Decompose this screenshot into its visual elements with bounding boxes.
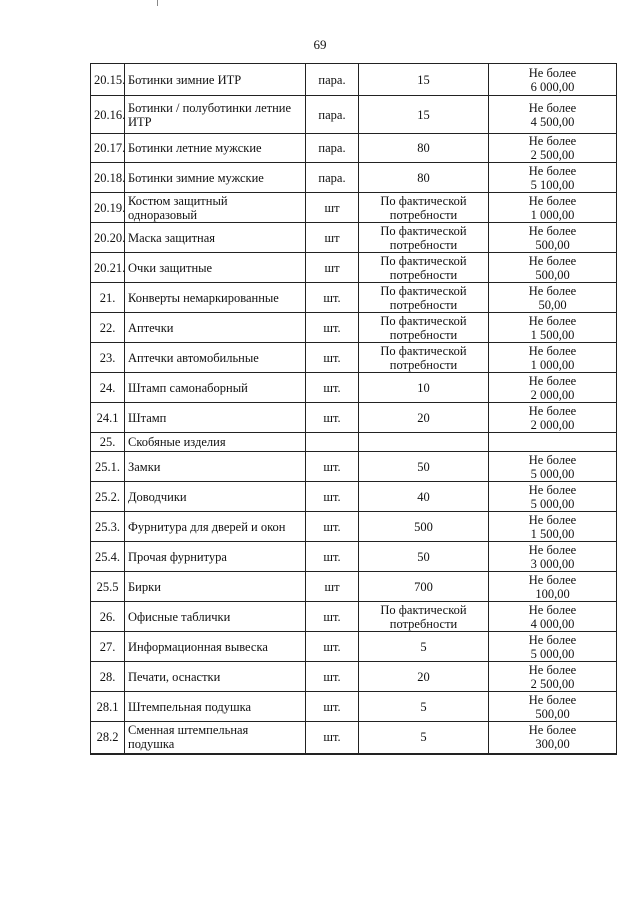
cell-price: Не более 6 000,00 <box>489 64 617 96</box>
cell-qty: 80 <box>359 163 489 193</box>
cell-unit: шт <box>306 223 359 253</box>
page-number: 69 <box>313 37 327 52</box>
cell-unit: шт. <box>306 283 359 313</box>
cell-qty: 10 <box>359 373 489 403</box>
cell-price: Не более 4 000,00 <box>489 602 617 632</box>
table-row <box>91 96 617 134</box>
cell-num: 25.4. <box>91 542 125 572</box>
table-row <box>91 452 617 482</box>
cell-price: Не более 1 000,00 <box>489 193 617 223</box>
cell-name: Офисные таблички <box>125 602 306 632</box>
cell-qty: По фактической потребности <box>359 193 489 223</box>
table-row <box>91 373 617 403</box>
cell-num: 27. <box>91 632 125 662</box>
table-row <box>91 632 617 662</box>
cell-num: 23. <box>91 343 125 373</box>
cell-qty: 80 <box>359 134 489 163</box>
cell-unit: шт. <box>306 343 359 373</box>
cell-qty: 700 <box>359 572 489 602</box>
table-row <box>91 253 617 283</box>
cell-name: Ботинки летние мужские <box>125 134 306 163</box>
table-row <box>91 134 617 163</box>
cell-price: Не более 5 000,00 <box>489 452 617 482</box>
cell-qty: По фактической потребности <box>359 343 489 373</box>
table-row <box>91 512 617 542</box>
cell-name: Информационная вывеска <box>125 632 306 662</box>
cell-qty: По фактической потребности <box>359 253 489 283</box>
cell-num: 20.17. <box>91 134 125 163</box>
cell-price: Не более 5 000,00 <box>489 482 617 512</box>
cell-price: Не более 1 000,00 <box>489 343 617 373</box>
cell-price: Не более 5 100,00 <box>489 163 617 193</box>
cell-name: Конверты немаркированные <box>125 283 306 313</box>
cell-price: Не более 2 000,00 <box>489 373 617 403</box>
cell-num: 25.3. <box>91 512 125 542</box>
cell-unit: шт <box>306 253 359 283</box>
cell-name: Прочая фурнитура <box>125 542 306 572</box>
cell-num: 20.20. <box>91 223 125 253</box>
cell-unit: шт. <box>306 403 359 433</box>
cell-qty: 5 <box>359 722 489 754</box>
cell-name: Штамп <box>125 403 306 433</box>
items-table <box>90 63 617 755</box>
cell-price <box>489 433 617 452</box>
table-row <box>91 403 617 433</box>
table-row <box>91 433 617 452</box>
table-row <box>91 64 617 96</box>
table-row <box>91 343 617 373</box>
table-row <box>91 602 617 632</box>
cell-price: Не более 1 500,00 <box>489 313 617 343</box>
table-row <box>91 542 617 572</box>
cell-qty: 5 <box>359 692 489 722</box>
cell-name: Очки защитные <box>125 253 306 283</box>
cell-name: Ботинки зимние ИТР <box>125 64 306 96</box>
cell-unit: шт. <box>306 662 359 692</box>
cell-num: 25. <box>91 433 125 452</box>
cell-price: Не более 50,00 <box>489 283 617 313</box>
cell-num: 24. <box>91 373 125 403</box>
cell-num: 26. <box>91 602 125 632</box>
table-row <box>91 193 617 223</box>
cell-name: Костюм защитный одноразовый <box>125 193 306 223</box>
cell-num: 24.1 <box>91 403 125 433</box>
cell-name: Бирки <box>125 572 306 602</box>
cell-qty: 15 <box>359 96 489 134</box>
cell-price: Не более 500,00 <box>489 223 617 253</box>
cell-unit: шт. <box>306 602 359 632</box>
cell-price: Не более 500,00 <box>489 253 617 283</box>
cell-unit: пара. <box>306 163 359 193</box>
cell-unit: пара. <box>306 134 359 163</box>
cell-qty: По фактической потребности <box>359 223 489 253</box>
cell-name: Фурнитура для дверей и окон <box>125 512 306 542</box>
cell-name: Маска защитная <box>125 223 306 253</box>
cell-name: Ботинки / полуботинки летние ИТР <box>125 96 306 134</box>
cell-qty: 40 <box>359 482 489 512</box>
cell-name: Скобяные изделия <box>125 433 306 452</box>
table-row <box>91 662 617 692</box>
table-row <box>91 223 617 253</box>
cell-qty: 5 <box>359 632 489 662</box>
cell-name: Замки <box>125 452 306 482</box>
cell-name: Доводчики <box>125 482 306 512</box>
cell-num: 25.5 <box>91 572 125 602</box>
cell-unit: шт. <box>306 373 359 403</box>
cell-name: Штемпельная подушка <box>125 692 306 722</box>
cell-price: Не более 4 500,00 <box>489 96 617 134</box>
cell-qty: 50 <box>359 452 489 482</box>
cell-price: Не более 3 000,00 <box>489 542 617 572</box>
cell-qty: По фактической потребности <box>359 283 489 313</box>
cell-num: 28. <box>91 662 125 692</box>
cell-unit: шт. <box>306 512 359 542</box>
cell-qty <box>359 433 489 452</box>
cell-price: Не более 500,00 <box>489 692 617 722</box>
cell-price: Не более 300,00 <box>489 722 617 754</box>
items-table-body <box>91 64 617 754</box>
cell-price: Не более 2 000,00 <box>489 403 617 433</box>
cell-qty: 20 <box>359 403 489 433</box>
cell-qty: По фактической потребности <box>359 313 489 343</box>
cell-qty: 20 <box>359 662 489 692</box>
cell-unit: шт. <box>306 722 359 754</box>
cell-unit: пара. <box>306 96 359 134</box>
cell-qty: По фактической потребности <box>359 602 489 632</box>
cell-unit: шт. <box>306 452 359 482</box>
cell-price: Не более 2 500,00 <box>489 134 617 163</box>
cell-num: 20.19. <box>91 193 125 223</box>
cell-qty: 500 <box>359 512 489 542</box>
cell-price: Не более 5 000,00 <box>489 632 617 662</box>
cell-num: 20.15. <box>91 64 125 96</box>
scan-mark <box>157 0 158 6</box>
cell-price: Не более 1 500,00 <box>489 512 617 542</box>
cell-name: Штамп самонаборный <box>125 373 306 403</box>
cell-num: 22. <box>91 313 125 343</box>
cell-name: Ботинки зимние мужские <box>125 163 306 193</box>
cell-unit: шт. <box>306 692 359 722</box>
cell-num: 28.2 <box>91 722 125 754</box>
cell-qty: 50 <box>359 542 489 572</box>
cell-price: Не более 2 500,00 <box>489 662 617 692</box>
table-row <box>91 163 617 193</box>
table-row <box>91 722 617 754</box>
cell-num: 28.1 <box>91 692 125 722</box>
cell-num: 25.1. <box>91 452 125 482</box>
cell-num: 20.21. <box>91 253 125 283</box>
cell-unit: шт. <box>306 542 359 572</box>
cell-qty: 15 <box>359 64 489 96</box>
cell-num: 25.2. <box>91 482 125 512</box>
cell-num: 20.18. <box>91 163 125 193</box>
cell-num: 20.16. <box>91 96 125 134</box>
cell-unit: шт. <box>306 482 359 512</box>
cell-name: Аптечки автомобильные <box>125 343 306 373</box>
cell-unit <box>306 433 359 452</box>
table-row <box>91 692 617 722</box>
cell-num: 21. <box>91 283 125 313</box>
cell-unit: шт. <box>306 632 359 662</box>
table-row <box>91 283 617 313</box>
cell-unit: пара. <box>306 64 359 96</box>
cell-price: Не более 100,00 <box>489 572 617 602</box>
cell-unit: шт <box>306 193 359 223</box>
table-row <box>91 313 617 343</box>
cell-name: Сменная штемпельная подушка <box>125 722 306 754</box>
cell-name: Печати, оснастки <box>125 662 306 692</box>
table-row <box>91 572 617 602</box>
cell-name: Аптечки <box>125 313 306 343</box>
cell-unit: шт <box>306 572 359 602</box>
table-row <box>91 482 617 512</box>
cell-unit: шт. <box>306 313 359 343</box>
